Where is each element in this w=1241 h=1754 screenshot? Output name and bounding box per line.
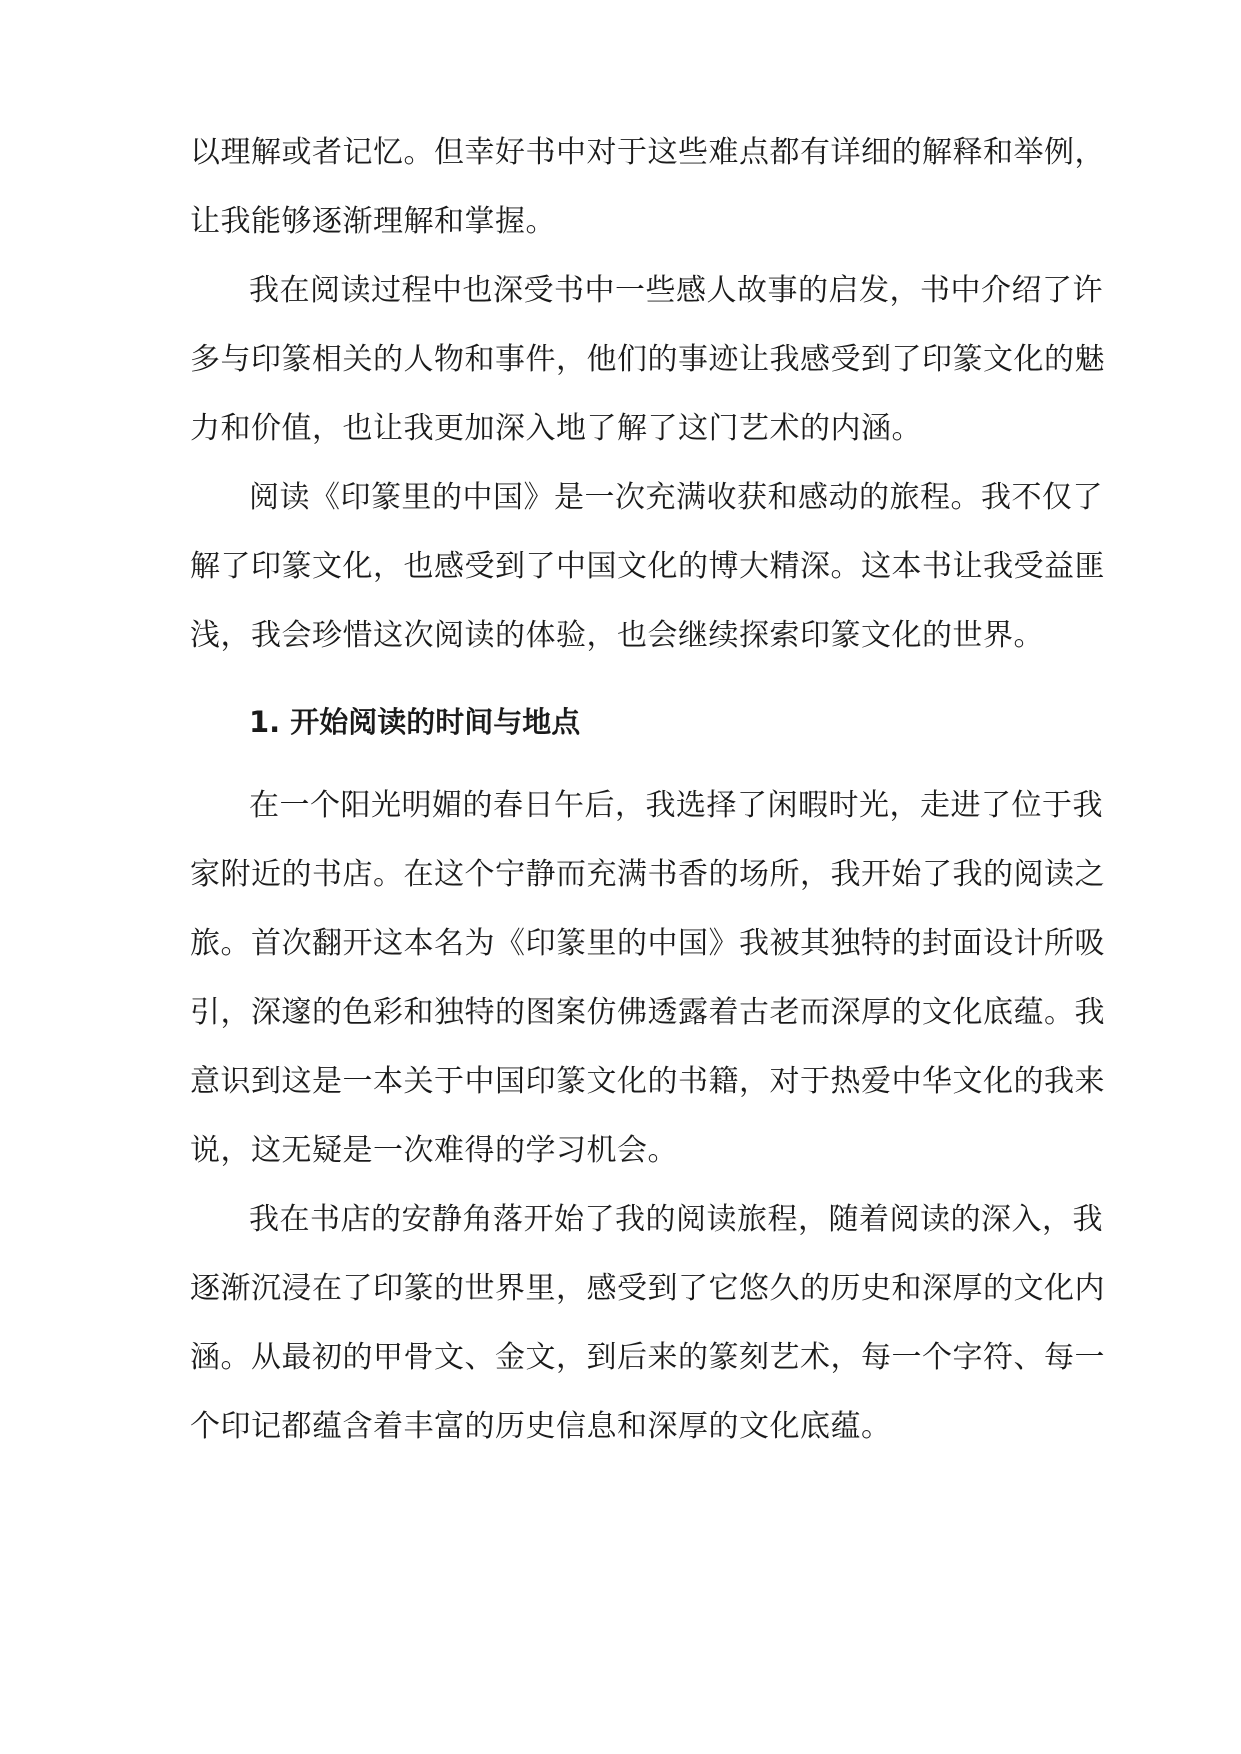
- paragraph-2-line-2: 多与印篆相关的人物和事件，他们的事迹让我感受到了印篆文化的魅: [190, 342, 1105, 377]
- paragraph-3-line-2: 解了印篆文化，也感受到了中国文化的博大精深。这本书让我受益匪: [190, 549, 1105, 584]
- section-paragraph-1-line-5: 意识到这是一本关于中国印篆文化的书籍，对于热爱中华文化的我来: [190, 1064, 1105, 1099]
- section-paragraph-2-line-4: 个印记都蕴含着丰富的历史信息和深厚的文化底蕴。: [190, 1409, 892, 1444]
- section-heading: 1. 开始阅读的时间与地点: [249, 705, 581, 739]
- section-paragraph-1-line-2: 家附近的书店。在这个宁静而充满书香的场所，我开始了我的阅读之: [190, 857, 1105, 892]
- section-paragraph-2-line-3: 涵。从最初的甲骨文、金文，到后来的篆刻艺术，每一个字符、每一: [190, 1340, 1105, 1375]
- section-paragraph-1-line-4: 引，深邃的色彩和独特的图案仿佛透露着古老而深厚的文化底蕴。我: [190, 995, 1105, 1030]
- paragraph-3-line-3: 浅，我会珍惜这次阅读的体验，也会继续探索印篆文化的世界。: [190, 618, 1044, 653]
- paragraph-2-line-1: 我在阅读过程中也深受书中一些感人故事的启发，书中介绍了许: [249, 273, 1103, 308]
- section-paragraph-2-line-2: 逐渐沉浸在了印篆的世界里，感受到了它悠久的历史和深厚的文化内: [190, 1271, 1105, 1306]
- paragraph-2-line-3: 力和价值，也让我更加深入地了解了这门艺术的内涵。: [190, 411, 922, 446]
- paragraph-1-line-2: 让我能够逐渐理解和掌握。: [190, 204, 556, 239]
- paragraph-1-line-1: 以理解或者记忆。但幸好书中对于这些难点都有详细的解释和举例，: [190, 135, 1105, 170]
- paragraph-3-line-1: 阅读《印篆里的中国》是一次充满收获和感动的旅程。我不仅了: [249, 480, 1103, 515]
- section-paragraph-1-line-1: 在一个阳光明媚的春日午后，我选择了闲暇时光，走进了位于我: [249, 788, 1103, 823]
- section-paragraph-1-line-6: 说，这无疑是一次难得的学习机会。: [190, 1133, 678, 1168]
- section-paragraph-1-line-3: 旅。首次翻开这本名为《印篆里的中国》我被其独特的封面设计所吸: [190, 926, 1105, 961]
- section-paragraph-2-line-1: 我在书店的安静角落开始了我的阅读旅程，随着阅读的深入，我: [249, 1202, 1103, 1237]
